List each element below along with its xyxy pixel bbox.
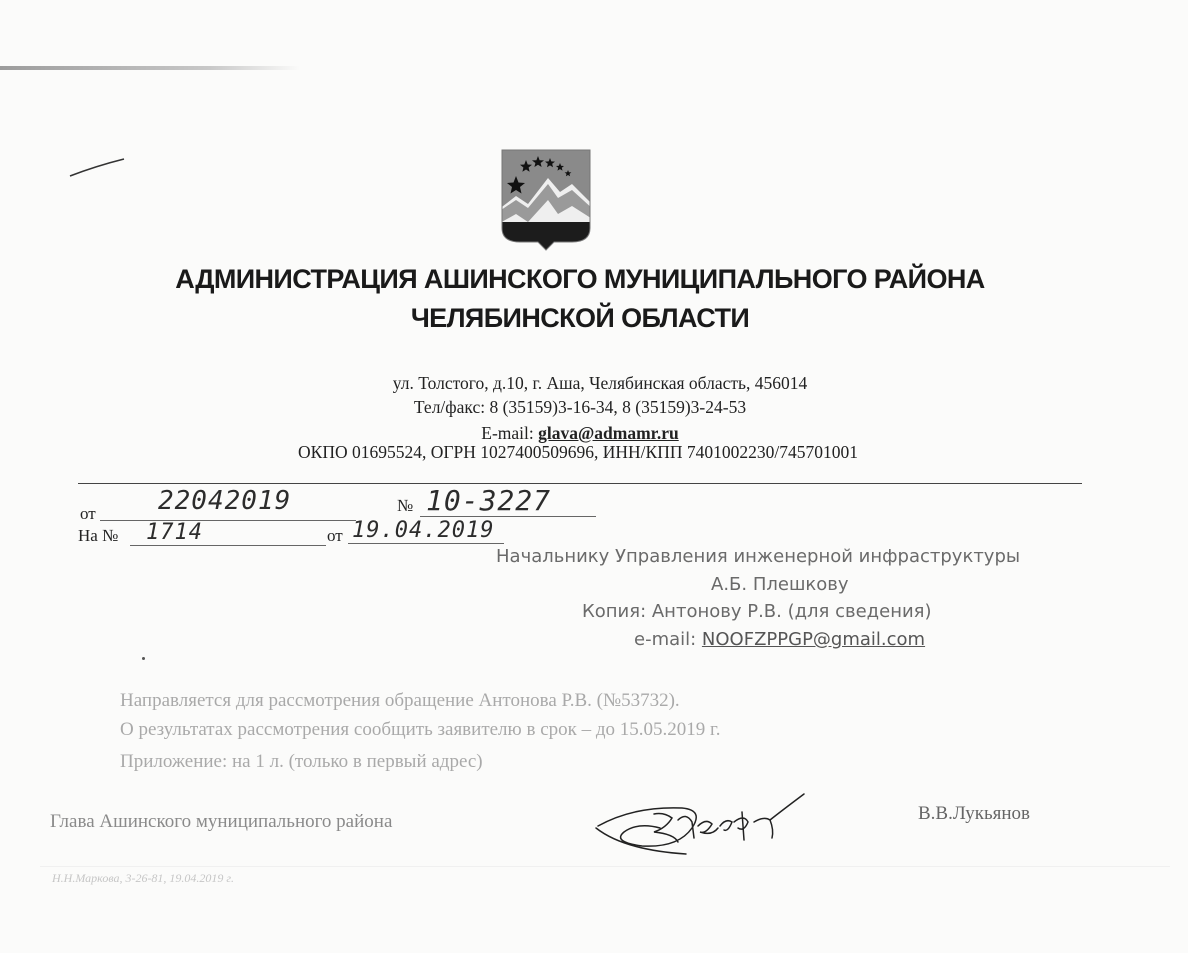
org-title-line2: ЧЕЛЯБИНСКОЙ ОБЛАСТИ <box>410 303 750 333</box>
reply-number-label: На № <box>78 526 119 545</box>
reply-date-handwritten: 19.04.2019 <box>352 518 495 543</box>
org-registry-codes: ОКПО 01695524, ОГРН 1027400509696, ИНН/КПП 7401002230/745701001 <box>298 442 858 462</box>
org-phone: Тел/факс: 8 (35159)3-16-34, 8 (35159)3-24-53 <box>413 397 747 417</box>
number-label: № <box>397 496 414 515</box>
signatory-role: Глава Ашинского муниципального района <box>50 811 393 832</box>
body-line-3: Приложение: на 1 л. (только в первый адрес) <box>120 751 483 772</box>
addressee-email-label: e-mail: <box>634 629 702 650</box>
body-line-1: Направляется для рассмотрения обращение Антонова Р.В. (№53732). <box>120 690 680 711</box>
email-label: E-mail: <box>481 423 539 443</box>
footer-faint-rule <box>40 866 1170 867</box>
scan-edge-shadow <box>0 66 300 70</box>
addressee-position: Начальнику Управления инженерной инфраструктуры <box>496 546 1021 567</box>
from-label: от <box>80 504 96 523</box>
reply-number-line <box>130 545 326 546</box>
pen-stroke-mark <box>68 156 126 180</box>
addressee-email-link[interactable]: NOOFZPPGP@gmail.com <box>701 629 926 650</box>
coat-of-arms-icon <box>498 148 594 252</box>
org-email-link[interactable]: glava@admamr.ru <box>538 423 679 443</box>
org-address: ул. Толстого, д.10, г. Аша, Челябинская область, 456014 <box>392 373 808 393</box>
scan-speck <box>142 657 145 660</box>
header-divider <box>78 483 1082 484</box>
outgoing-number-handwritten: 10-3227 <box>426 484 552 517</box>
executor-footnote: Н.Н.Маркова, 3-26-81, 19.04.2019 г. <box>52 871 234 885</box>
reply-date-line <box>348 543 504 544</box>
addressee-email-line <box>634 629 925 650</box>
org-email-line <box>0 423 1160 444</box>
reply-number-handwritten: 1714 <box>146 520 203 545</box>
body-line-2: О результатах рассмотрения сообщить заявителю в срок – до 15.05.2019 г. <box>120 719 721 740</box>
addressee-name: А.Б. Плешкову <box>711 574 849 595</box>
from-date-handwritten: 22042019 <box>158 486 292 516</box>
org-title-line1: АДМИНИСТРАЦИЯ АШИНСКОГО МУНИЦИПАЛЬНОГО РАЙОНА <box>175 264 985 294</box>
reply-from-label: от <box>327 526 343 545</box>
signatory-name: В.В.Лукьянов <box>918 803 1031 824</box>
addressee-copy: Копия: Антонову Р.В. (для сведения) <box>582 601 932 622</box>
handwritten-signature <box>594 792 814 858</box>
from-date-line <box>100 520 356 521</box>
